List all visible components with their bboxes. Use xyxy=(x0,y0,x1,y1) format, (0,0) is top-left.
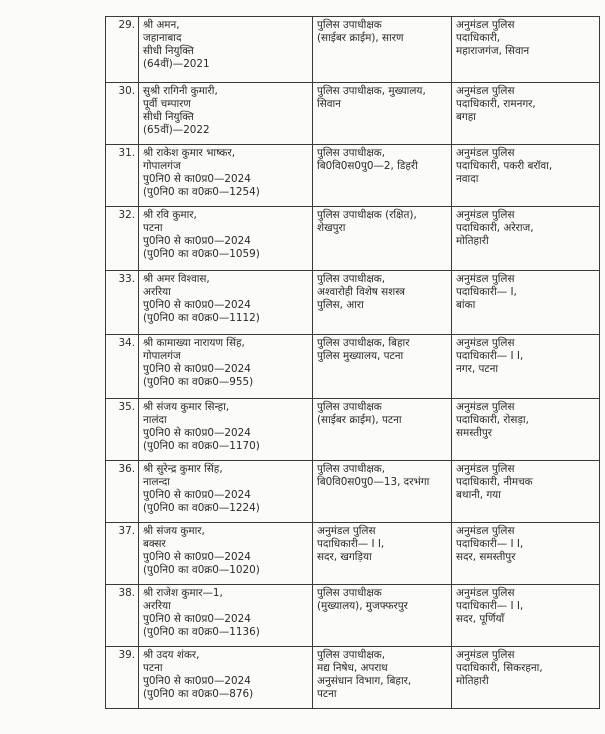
new-posting-cell xyxy=(452,399,600,461)
cell-line: श्री उदय शंकर, xyxy=(143,649,200,661)
cell-line: पु0नि0 से का0प्र0—2024 xyxy=(143,551,251,563)
posting-table xyxy=(105,16,600,709)
cell-line: पदाधिकारी, सिकरहना, xyxy=(456,662,543,674)
cell-line: पुलिस उपाधीक्षक xyxy=(317,587,382,599)
table-row xyxy=(106,271,600,335)
cell-line: श्री सुरेन्द्र कुमार सिंह, xyxy=(143,463,223,475)
officer-name-cell xyxy=(139,207,313,271)
cell-line: मोतिहारी xyxy=(456,235,489,247)
table-row xyxy=(106,399,600,461)
new-posting-cell xyxy=(452,585,600,647)
cell-line: अनुमंडल पुलिस xyxy=(456,209,515,221)
officer-name-cell xyxy=(139,335,313,399)
current-posting-cell xyxy=(313,585,452,647)
current-posting-cell xyxy=(313,399,452,461)
new-posting-cell xyxy=(452,145,600,207)
cell-line: अनुमंडल पुलिस xyxy=(456,19,515,31)
officer-name-cell xyxy=(139,399,313,461)
cell-line: (पु0नि0 का व0क्र0—1020) xyxy=(143,564,260,576)
cell-line: पु0नि0 से का0प्र0—2024 xyxy=(143,489,251,501)
cell-line: बि0वि0स0पु0—2, डिहरी xyxy=(317,160,418,172)
cell-line: श्री रवि कुमार, xyxy=(143,209,197,221)
table-row xyxy=(106,335,600,399)
cell-line: सुश्री रागिनी कुमारी, xyxy=(143,85,218,97)
new-posting-cell xyxy=(452,271,600,335)
serial-number-cell: 38. xyxy=(106,585,139,647)
cell-line: बक्सर xyxy=(143,538,166,550)
cell-line: पुलिस मुख्यालय, पटना xyxy=(317,350,404,362)
current-posting-cell xyxy=(313,335,452,399)
current-posting-cell xyxy=(313,523,452,585)
officer-name-cell xyxy=(139,461,313,523)
serial-number-cell: 33. xyxy=(106,271,139,335)
new-posting-cell xyxy=(452,647,600,709)
cell-line: बि0वि0स0पु0—13, दरभंगा xyxy=(317,476,430,488)
new-posting-cell xyxy=(452,523,600,585)
cell-line: अनुमंडल पुलिस xyxy=(456,273,515,285)
cell-line: नवादा xyxy=(456,173,479,185)
cell-line: सीधी नियुक्ति xyxy=(143,45,194,57)
serial-number-cell: 36. xyxy=(106,461,139,523)
cell-line: मद्य निषेध, अपराध xyxy=(317,662,388,674)
table-row xyxy=(106,523,600,585)
cell-line: अनुमंडल पुलिस xyxy=(456,337,515,349)
cell-line: सिवान xyxy=(317,98,341,110)
cell-line: पुलिस उपाधीक्षक, xyxy=(317,147,386,159)
cell-line: नालन्दा xyxy=(143,476,170,488)
cell-line: सदर, खगड़िया xyxy=(317,551,372,563)
cell-line: (साईबर क्राईम), पटना xyxy=(317,414,402,426)
cell-line: अनुमंडल पुलिस xyxy=(456,85,515,97)
cell-line: बगहा xyxy=(456,111,476,123)
cell-line: पदाधिकारी, नीमचक xyxy=(456,476,533,488)
current-posting-cell xyxy=(313,461,452,523)
table-row xyxy=(106,647,600,709)
cell-line: (पु0नि0 का व0क्र0—1112) xyxy=(143,312,260,324)
cell-line: अनुसंधान विभाग, बिहार, xyxy=(317,675,412,687)
cell-line: पु0नि0 से का0प्र0—2024 xyxy=(143,675,251,687)
officer-name-cell xyxy=(139,145,313,207)
officer-name-cell xyxy=(139,647,313,709)
cell-line: गोपालगंज xyxy=(143,160,181,172)
table-row xyxy=(106,17,600,83)
cell-line: श्री संजय कुमार सिन्हा, xyxy=(143,401,230,413)
serial-number-cell: 37. xyxy=(106,523,139,585)
cell-line: श्री अमन, xyxy=(143,19,180,31)
serial-number-cell: 29. xyxy=(106,17,139,83)
cell-line: पुलिस उपाधीक्षक, बिहार xyxy=(317,337,410,349)
table-row xyxy=(106,207,600,271)
cell-line: पुलिस उपाधीक्षक (रक्षित), xyxy=(317,209,417,221)
cell-line: पदाधिकारी, अरेराज, xyxy=(456,222,534,234)
cell-line: पदाधिकारी— I I, xyxy=(317,538,385,550)
cell-line: अनुमंडल पुलिस xyxy=(456,463,515,475)
serial-number-cell: 35. xyxy=(106,399,139,461)
cell-line: सीधी नियुक्ति xyxy=(143,111,194,123)
cell-line: अनुमंडल पुलिस xyxy=(456,401,515,413)
cell-line: (65वीं)—2022 xyxy=(143,124,210,136)
cell-line: श्री राजेश कुमार—1, xyxy=(143,587,223,599)
cell-line: अनुमंडल पुलिस xyxy=(456,587,515,599)
cell-line: श्री संजय कुमार, xyxy=(143,525,205,537)
serial-number-cell: 39. xyxy=(106,647,139,709)
current-posting-cell xyxy=(313,207,452,271)
current-posting-cell xyxy=(313,145,452,207)
cell-line: अनुमंडल पुलिस xyxy=(456,649,515,661)
cell-line: पदाधिकारी, रोसड़ा, xyxy=(456,414,529,426)
serial-number-cell: 34. xyxy=(106,335,139,399)
cell-line: पदाधिकारी— I I, xyxy=(456,538,524,550)
cell-line: समस्तीपुर xyxy=(456,427,493,439)
cell-line: महाराजगंज, सिवान xyxy=(456,45,530,57)
cell-line: (मुख्यालय), मुजफ्फरपुर xyxy=(317,600,408,612)
posting-table-body xyxy=(106,17,600,709)
officer-name-cell xyxy=(139,271,313,335)
cell-line: पु0नि0 से का0प्र0—2024 xyxy=(143,613,251,625)
cell-line: (पु0नि0 का व0क्र0—1059) xyxy=(143,248,260,260)
officer-name-cell xyxy=(139,523,313,585)
cell-line: नगर, पटना xyxy=(456,363,499,375)
cell-line: अनुमंडल पुलिस xyxy=(456,147,515,159)
new-posting-cell xyxy=(452,83,600,145)
cell-line: पुलिस उपाधीक्षक, मुख्यालय, xyxy=(317,85,426,97)
officer-name-cell xyxy=(139,585,313,647)
cell-line: (पु0नि0 का व0क्र0—1254) xyxy=(143,186,260,198)
cell-line: पदाधिकारी— I I, xyxy=(456,350,524,362)
cell-line: अनुमंडल पुलिस xyxy=(317,525,376,537)
cell-line: पु0नि0 से का0प्र0—2024 xyxy=(143,299,251,311)
cell-line: जहानाबाद xyxy=(143,32,182,44)
cell-line: (64वीं)—2021 xyxy=(143,58,210,70)
cell-line: अनुमंडल पुलिस xyxy=(456,525,515,537)
cell-line: सदर, समस्तीपुर xyxy=(456,551,516,563)
table-row xyxy=(106,585,600,647)
cell-line: पु0नि0 से का0प्र0—2024 xyxy=(143,235,251,247)
officer-name-cell xyxy=(139,17,313,83)
new-posting-cell xyxy=(452,17,600,83)
cell-line: नालंदा xyxy=(143,414,167,426)
cell-line: श्री अमर विश्वास, xyxy=(143,273,210,285)
cell-line: पटना xyxy=(143,662,163,674)
table-row xyxy=(106,461,600,523)
cell-line: (पु0नि0 का व0क्र0—1170) xyxy=(143,440,260,452)
cell-line: पदाधिकारी, पकरी बरॉवा, xyxy=(456,160,553,172)
cell-line: अश्वारोही विशेष सशस्त्र xyxy=(317,286,405,298)
cell-line: अररिया xyxy=(143,286,171,298)
cell-line: पटना xyxy=(317,688,337,700)
cell-line: पुलिस उपाधीक्षक, xyxy=(317,463,386,475)
serial-number-cell: 30. xyxy=(106,83,139,145)
cell-line: सदर, पूर्णियाँ xyxy=(456,613,505,625)
cell-line: बांका xyxy=(456,299,476,311)
current-posting-cell xyxy=(313,17,452,83)
cell-line: मोतिहारी xyxy=(456,675,489,687)
cell-line: श्री कामाख्या नारायण सिंह, xyxy=(143,337,245,349)
cell-line: बथानी, गया xyxy=(456,489,501,501)
cell-line: अररिया xyxy=(143,600,171,612)
cell-line: पुलिस उपाधीक्षक xyxy=(317,19,382,31)
officer-name-cell xyxy=(139,83,313,145)
table-row xyxy=(106,83,600,145)
new-posting-cell xyxy=(452,335,600,399)
cell-line: पटना xyxy=(143,222,163,234)
cell-line: पदाधिकारी, xyxy=(456,32,501,44)
cell-line: (साईबर क्राईम), सारण xyxy=(317,32,404,44)
cell-line: पुलिस उपाधीक्षक xyxy=(317,401,382,413)
cell-line: पुलिस उपाधीक्षक, xyxy=(317,273,386,285)
cell-line: पु0नि0 से का0प्र0—2024 xyxy=(143,363,251,375)
table-row xyxy=(106,145,600,207)
cell-line: पुलिस उपाधीक्षक, xyxy=(317,649,386,661)
cell-line: (पु0नि0 का व0क्र0—1224) xyxy=(143,502,260,514)
cell-line: (पु0नि0 का व0क्र0—955) xyxy=(143,376,254,388)
cell-line: पूर्वी चम्पारण xyxy=(143,98,191,110)
cell-line: पदाधिकारी— I, xyxy=(456,286,517,298)
cell-line: पुलिस, आरा xyxy=(317,299,364,311)
cell-line: पु0नि0 से का0प्र0—2024 xyxy=(143,173,251,185)
current-posting-cell xyxy=(313,647,452,709)
current-posting-cell xyxy=(313,83,452,145)
serial-number-cell: 31. xyxy=(106,145,139,207)
cell-line: श्री राकेश कुमार भाष्कर, xyxy=(143,147,236,159)
cell-line: गोपालगंज xyxy=(143,350,181,362)
cell-line: शेखपुरा xyxy=(317,222,346,234)
cell-line: (पु0नि0 का व0क्र0—1136) xyxy=(143,626,260,638)
cell-line: पदाधिकारी, रामनगर, xyxy=(456,98,536,110)
new-posting-cell xyxy=(452,461,600,523)
new-posting-cell xyxy=(452,207,600,271)
cell-line: पु0नि0 से का0प्र0—2024 xyxy=(143,427,251,439)
serial-number-cell: 32. xyxy=(106,207,139,271)
current-posting-cell xyxy=(313,271,452,335)
cell-line: (पु0नि0 का व0क्र0—876) xyxy=(143,688,254,700)
cell-line: पदाधिकारी— I I, xyxy=(456,600,524,612)
